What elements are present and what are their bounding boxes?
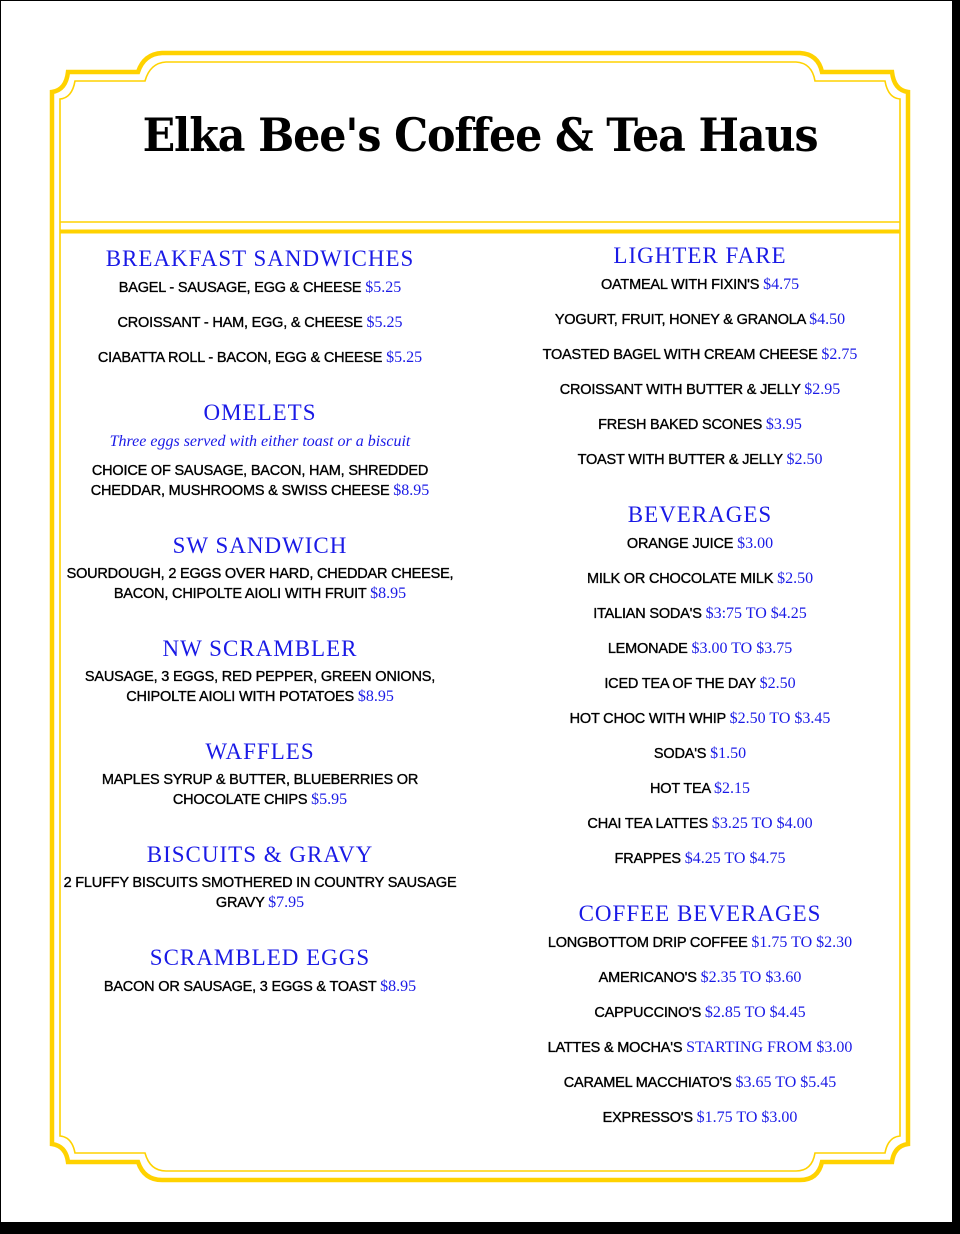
item-price: $3:75 TO $4.25 [705,605,807,622]
menu-item [500,380,900,400]
item-price: $3.25 TO $4.00 [711,815,813,832]
item-price: $4.25 TO $4.75 [684,850,786,867]
item-name: LONGBOTTOM DRIP COFFEE [547,935,748,951]
item-price: $2.50 [786,451,823,468]
menu-item [500,450,900,470]
item-price: $2.50 [759,675,796,692]
item-price: $8.95 [370,585,407,602]
section-heading: LIGHTER FARE [613,243,787,268]
item-name: ORANGE JUICE [626,536,734,552]
item-name: MILK OR CHOCOLATE MILK [586,571,774,587]
item-name: CROISSANT WITH BUTTER & JELLY [559,382,801,398]
menu-item [60,278,460,298]
menu-item [500,933,900,953]
menu-item [60,977,460,997]
menu-item [60,771,460,810]
item-name: YOGURT, FRUIT, HONEY & GRANOLA [554,312,806,328]
item-name: CROISSANT - HAM, EGG, & CHEESE [117,315,363,331]
section-lighter-fare [500,241,900,470]
section-scrambled-eggs [60,943,460,997]
section-heading: BEVERAGES [627,502,773,527]
item-price: $2.50 [777,570,814,587]
menu-item [60,874,460,913]
menu-item [500,849,900,869]
item-name: FRAPPES [614,851,681,867]
item-price: $7.95 [268,894,305,911]
menu-item [500,814,900,834]
item-name: SODA'S [653,746,707,762]
item-price: $2.85 TO $4.45 [704,1004,806,1021]
menu-item [500,1073,900,1093]
item-price: $2.35 TO $3.60 [700,969,802,986]
menu-item [60,668,460,707]
item-price: $3.00 TO $3.75 [691,640,793,657]
section-coffee-beverages [500,899,900,1128]
item-price: $5.95 [311,791,348,808]
section-heading: BREAKFAST SANDWICHES [105,246,415,271]
menu-item [60,348,460,368]
left-column [60,244,460,1012]
item-name: CHOICE OF SAUSAGE, BACON, HAM, SHREDDED CHEDDAR, MUSHROOMS & SWISS CHEESE [90,463,429,499]
item-name: OATMEAL WITH FIXIN'S [600,277,760,293]
menu-item [60,313,460,333]
menu-item [500,674,900,694]
menu-item [60,565,460,604]
item-name: 2 FLUFFY BISCUITS SMOTHERED IN COUNTRY SAUSAGE GRAVY [63,875,457,911]
right-column [500,241,900,1143]
item-price: $1.50 [710,745,747,762]
item-price: $2.95 [804,381,841,398]
item-name: BAGEL - SAUSAGE, EGG & CHEESE [118,280,362,296]
menu-item [500,1108,900,1128]
item-name: TOAST WITH BUTTER & JELLY [577,452,783,468]
section-heading: WAFFLES [205,739,315,764]
item-name: CARAMEL MACCHIATO'S [563,1075,732,1091]
section-sw-sandwich [60,531,460,604]
item-name: CHAI TEA LATTES [587,816,708,832]
item-price: STARTING FROM $3.00 [686,1039,853,1056]
item-name: FRESH BAKED SCONES [598,417,763,433]
item-price: $1.75 TO $2.30 [751,934,853,951]
page-title: Elka Bee's Coffee & Tea Haus [142,108,818,162]
item-price: $3.65 TO $5.45 [735,1074,837,1091]
item-name: HOT CHOC WITH WHIP [569,711,726,727]
item-name: TOASTED BAGEL WITH CREAM CHEESE [542,347,818,363]
menu-item [60,462,460,501]
section-heading: SCRAMBLED EGGS [149,945,371,970]
section-heading: SW SANDWICH [172,533,348,558]
section-breakfast-sandwiches [60,244,460,368]
section-omelets [60,398,460,501]
menu-item [500,744,900,764]
menu-item [500,534,900,554]
item-name: LATTES & MOCHA'S [547,1040,683,1056]
item-price: $8.95 [380,978,417,995]
item-price: $1.75 TO $3.00 [696,1109,798,1126]
item-price: $3.95 [765,416,802,433]
item-name: BACON OR SAUSAGE, 3 EGGS & TOAST [103,979,377,995]
section-biscuits-gravy [60,840,460,913]
menu-item [500,1038,900,1058]
menu-item [500,415,900,435]
item-name: EXPRESSO'S [602,1110,693,1126]
section-beverages [500,500,900,869]
item-price: $4.50 [809,311,846,328]
section-heading: OMELETS [203,400,317,425]
menu-item [500,1003,900,1023]
item-price: $8.95 [357,688,394,705]
item-name: SAUSAGE, 3 EGGS, RED PEPPER, GREEN ONIONS, CHIPOLTE AIOLI WITH POTATOES [84,669,436,705]
section-heading: NW SCRAMBLER [162,636,358,661]
menu-item [500,779,900,799]
section-waffles [60,737,460,810]
item-name: CIABATTA ROLL - BACON, EGG & CHEESE [97,350,383,366]
menu-item [500,275,900,295]
item-name: ICED TEA OF THE DAY [604,676,756,692]
menu-item [500,569,900,589]
item-price: $5.25 [386,349,423,366]
item-price: $8.95 [393,482,430,499]
menu-item [500,345,900,365]
menu-item [500,968,900,988]
item-name: ITALIAN SODA'S [593,606,702,622]
item-name: MAPLES SYRUP & BUTTER, BLUEBERRIES OR CHOCOLATE CHIPS [101,772,419,808]
section-subtitle: Three eggs served with either toast or a biscuit [109,433,411,450]
item-price: $2.50 TO $3.45 [729,710,831,727]
item-name: CAPPUCCINO'S [594,1005,702,1021]
menu-item [500,604,900,624]
item-price: $5.25 [366,314,403,331]
item-name: HOT TEA [650,781,711,797]
section-nw-scrambler [60,634,460,707]
item-name: LEMONADE [607,641,688,657]
item-price: $2.15 [713,780,750,797]
item-price: $5.25 [365,279,402,296]
section-heading: COFFEE BEVERAGES [578,901,822,926]
item-name: SOURDOUGH, 2 EGGS OVER HARD, CHEDDAR CHEESE, BACON, CHIPOLTE AIOLI WITH FRUIT [66,566,454,602]
section-heading: BISCUITS & GRAVY [146,842,374,867]
item-price: $4.75 [763,276,800,293]
item-name: AMERICANO'S [598,970,697,986]
menu-item [500,709,900,729]
item-price: $2.75 [821,346,858,363]
item-price: $3.00 [737,535,774,552]
menu-item [500,639,900,659]
menu-item [500,310,900,330]
